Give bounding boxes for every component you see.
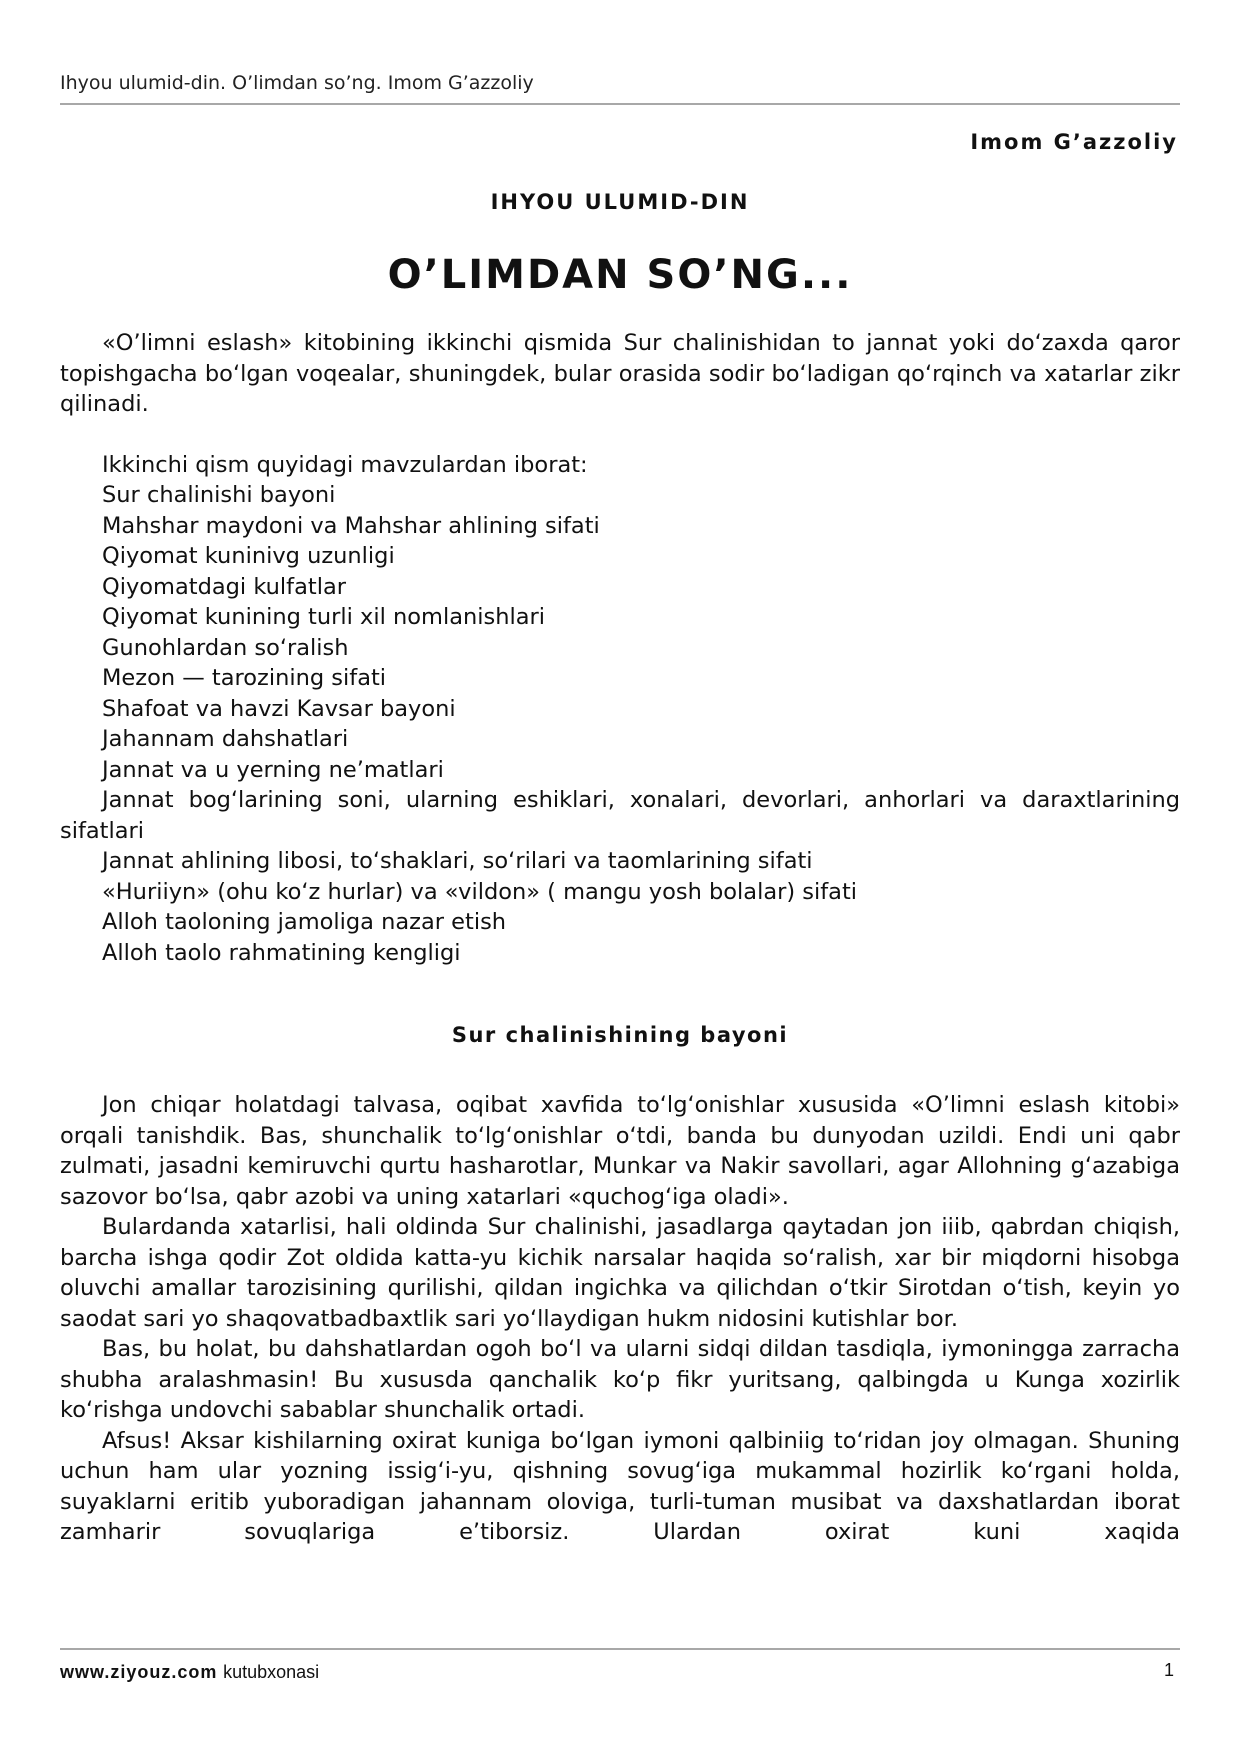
body-paragraph: Afsus! Aksar kishilarning oxirat kuniga bo‘lgan iymoni qalbiniig to‘ridan joy olmagan. Shuning uchun ham ular yozning issig‘i-yu, qishning sovug‘iga mukammal hozirlik ko‘rgani holda, suyaklarni eritib yuboradigan jahannam oloviga, turli-tuman musibat va daxshatlardan iborat zamharir sovuqlariga e’tiborsiz. Ulardan oxirat kuni xaqida — [60, 1427, 1180, 1545]
contents-list — [60, 450, 1180, 969]
contents-item: Qiyomatdagi kulfatlar — [102, 573, 346, 600]
document-body — [60, 328, 1180, 1548]
footer-divider — [60, 1648, 1180, 1650]
contents-item: Shafoat va havzi Kavsar bayoni — [102, 695, 456, 722]
footer-source — [60, 1662, 319, 1683]
footer-site-link[interactable]: www.ziyouz.com — [60, 1662, 218, 1682]
body-paragraph: Bulardanda xatarlisi, hali oldinda Sur chalinishi, jasadlarga qaytadan jon iiib, qabrdan chiqish, barcha ishga qodir Zot oldida katta-yu kichik narsalar haqida so‘ralish, xar bir miqdorni hisobga oluvchi amallar tarozisining qurilishi, qildan ingichka va qilichdan o‘tkir Sirotdan o‘tish, keyin yo saodat sari yo shaqovatbadbaxtlik sari yo‘llaydigan hukm nidosini kutishlar bor. — [60, 1214, 1180, 1332]
contents-item: Mezon — tarozining sifati — [102, 665, 387, 691]
page-title: O’LIMDAN SO’NG... — [387, 252, 853, 298]
contents-item: Jahannam dahshatlari — [102, 726, 349, 752]
body-paragraph: Bas, bu holat, bu dahshatlardan ogoh bo‘l va ularni sidqi dildan tasdiqla, iymoningga zarracha shubha aralashmasin! Bu xususda qanchalik ko‘p fikr yuritsang, qalbingda u Kunga xozirlik ko‘rishga undovchi sabablar shunchalik ortadi. — [60, 1336, 1180, 1423]
contents-item: Qiyomat kuninivg uzunligi — [102, 543, 395, 569]
contents-item: Alloh taolo rahmatining kengligi — [102, 939, 461, 966]
running-header: Ihyou ulumid-din. O’limdan so’ng. Imom G’azzoliy — [60, 72, 534, 94]
contents-item: Sur chalinishi bayoni — [102, 482, 336, 508]
intro-paragraph: «O’limni eslash» kitobining ikkinchi qismida Sur chalinishidan to jannat yoki do‘zaxda qaror topishgacha bo‘lgan voqealar, shuningdek, bular orasida sodir bo‘ladigan qo‘rqinch va xatarlar zikr qilinadi. — [60, 330, 1180, 417]
footer-library-label: kutubxonasi — [223, 1662, 320, 1682]
contents-item: Alloh taoloning jamoliga nazar etish — [102, 909, 507, 935]
header-divider — [60, 103, 1180, 105]
page-number: 1 — [1163, 1660, 1174, 1680]
contents-item: Jannat va u yerning ne’matlari — [102, 756, 444, 783]
body-paragraph: Jon chiqar holatdagi talvasa, oqibat xavfida to‘lg‘onishlar xususida «O’limni eslash kitobi» orqali tanishdik. Bas, shunchalik to‘lg‘onishlar o‘tdi, banda bu dunyodan uzildi. Endi uni qabr zulmati, jasadni kemiruvchi qurtu hasharotlar, Munkar va Nakir savollari, agar Allohning g‘azabiga sazovor bo‘lsa, qabr azobi va uning xatarlari «quchog‘iga oladi». — [60, 1092, 1180, 1210]
contents-item: Jannat ahlining libosi, to‘shaklari, so‘rilari va taomlarining sifati — [102, 848, 813, 874]
section-heading: Sur chalinishining bayoni — [451, 1023, 789, 1047]
contents-item: Gunohlardan so‘ralish — [102, 634, 349, 661]
author-name: Imom G’azzoliy — [970, 130, 1178, 154]
contents-item: «Huriiyn» (ohu ko‘z hurlar) va «vildon» ( mangu yosh bolalar) sifati — [102, 878, 858, 905]
contents-item: Mahshar maydoni va Mahshar ahlining sifati — [102, 512, 600, 539]
contents-item: Qiyomat kunining turli xil nomlanishlari — [102, 604, 546, 630]
contents-item: Jannat bog‘larining soni, ularning eshiklari, xonalari, devorlari, anhorlari va daraxtlarining sifatlari — [60, 787, 1180, 844]
series-title: IHYOU ULUMID-DIN — [490, 190, 750, 214]
contents-intro: Ikkinchi qism quyidagi mavzulardan iborat: — [102, 451, 588, 478]
spacer — [60, 420, 1180, 450]
